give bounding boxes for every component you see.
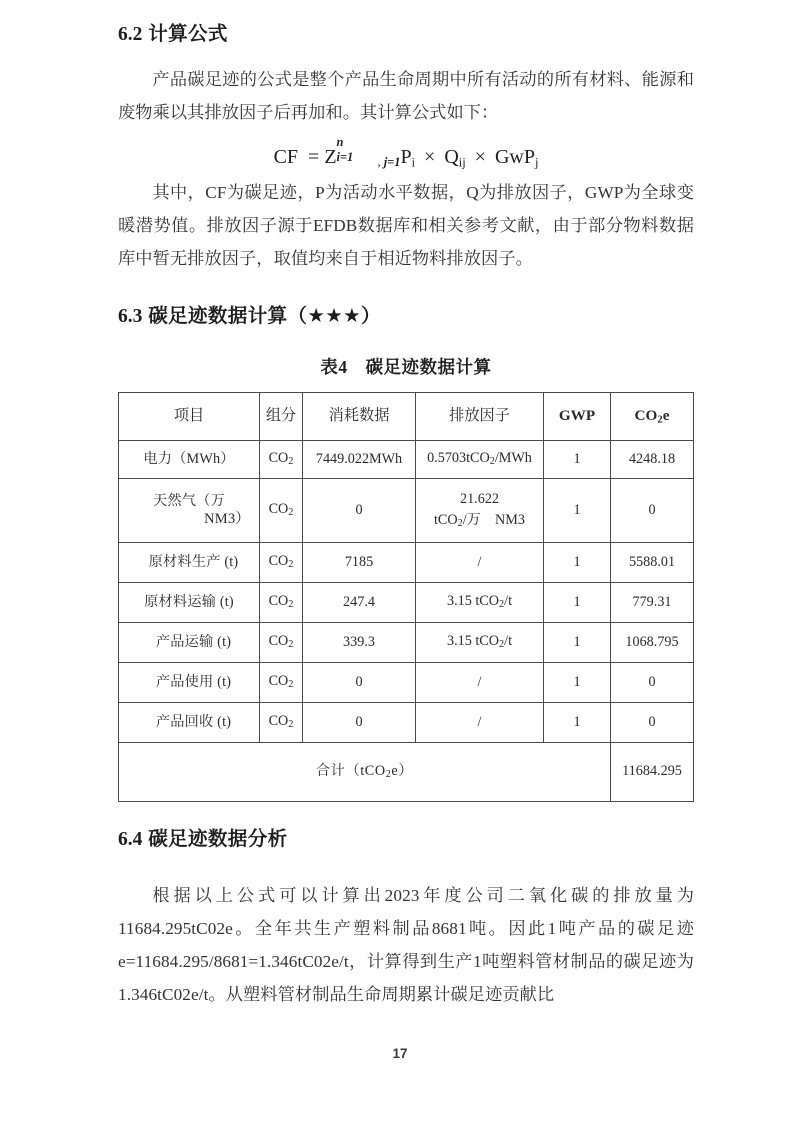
table-header-row <box>119 392 694 440</box>
paragraph-6-4-1: 根据以上公式可以计算出2023年度公司二氧化碳的排放量为11684.295tC02e。全年共生产塑料制品8681吨。因此1吨产品的碳足迹e=11684.295/8681=1.346tC02e/t，计算得到生产1吨塑料管材制品的碳足迹为1.346tC02e/t。从塑料管材制品生命周期累计碳足迹贡献比 <box>118 886 694 1005</box>
formula-equals: = <box>308 146 320 169</box>
heading-6-3-number: 6.3 <box>118 306 143 328</box>
row-co2e: 4248.18 <box>611 440 694 478</box>
row-emission-factor: 3.15 tCO$_2$/t <box>416 622 544 662</box>
row-item: 产品使用 (t) <box>119 662 260 702</box>
row-co2e: 5588.01 <box>611 542 694 582</box>
table-row <box>119 702 694 742</box>
row-component: $CO_2$ <box>260 582 303 622</box>
heading-6-2-title: 计算公式 <box>148 23 228 45</box>
heading-6-4-title: 碳足迹数据分析 <box>148 827 288 850</box>
formula-upper-limit: n <box>336 135 344 150</box>
row-consumption: 7185 <box>303 542 416 582</box>
formula-term-gwp-sub: j <box>534 155 539 170</box>
row-gwp: 1 <box>544 542 611 582</box>
row-item: 产品运输 (t) <box>119 622 260 662</box>
row-item: 原材料运输 (t) <box>119 582 260 622</box>
table-header-component: 组分 <box>260 392 303 440</box>
table-header-consumption: 消耗数据 <box>303 392 416 440</box>
row-emission-factor: 3.15 tCO$_2$/t <box>416 582 544 622</box>
row-item: 电力（MWh） <box>119 440 260 478</box>
total-label: 合计（tCO$_2$e） <box>119 742 611 801</box>
paragraph-6-2-1: 产品碳足迹的公式是整个产品生命周期中所有活动的所有材料、能源和废物乘以其排放因子后再加和。其计算公式如下： <box>118 70 694 123</box>
table-header-item: 项目 <box>119 392 260 440</box>
formula-carbon-footprint <box>118 135 694 172</box>
formula-comma: , <box>377 155 384 170</box>
heading-6-2-number: 6.2 <box>118 24 143 45</box>
table-row <box>119 662 694 702</box>
heading-6-4 <box>118 827 694 852</box>
formula-lower-limit: i=1 <box>336 150 354 165</box>
formula-summation <box>324 135 354 172</box>
table-total-row <box>119 742 694 801</box>
formula-term-p-sub: i <box>411 155 416 170</box>
row-item <box>119 478 260 542</box>
row-emission-factor: / <box>416 702 544 742</box>
row-component: $CO_2$ <box>260 662 303 702</box>
formula-sigma: Z <box>324 146 337 169</box>
heading-6-2 <box>118 22 694 47</box>
formula-times-2: × <box>474 146 486 169</box>
table-caption: 表4 碳足迹数据计算 <box>320 356 492 377</box>
row-item-line1: 天然气（万 <box>153 492 225 509</box>
formula-term-q-sub: ij <box>458 155 466 170</box>
row-gwp: 1 <box>544 478 611 542</box>
row-component: $CO_2$ <box>260 478 303 542</box>
row-component: $CO_2$ <box>260 622 303 662</box>
row-emission-factor-line2: tCO$_2$/万 NM3 <box>433 511 526 529</box>
formula-times-1: × <box>424 146 436 169</box>
heading-6-3-title: 碳足迹数据计算（★★★） <box>148 305 381 328</box>
page-number: 17 <box>392 1046 408 1061</box>
paragraph-6-2-2: 其中，CF为碳足迹，P为活动水平数据，Q为排放因子，GWP为全球变暖潜势值。排放因子源于EFDB数据库和相关参考文献，由于部分物料数据库中暂无排放因子，取值均来自于相近物料排放因子。 <box>118 183 694 269</box>
heading-6-4-number: 6.4 <box>118 828 143 850</box>
row-consumption: 0 <box>303 662 416 702</box>
formula-term-p: P <box>400 146 412 169</box>
row-component: $CO_2$ <box>260 440 303 478</box>
row-emission-factor <box>416 478 544 542</box>
table-header-gwp: GWP <box>544 392 611 440</box>
row-component: $CO_2$ <box>260 542 303 582</box>
heading-6-3 <box>118 304 694 329</box>
row-gwp: 1 <box>544 662 611 702</box>
row-emission-factor-line1: 21.622 <box>459 490 499 507</box>
table-header-emission-factor: 排放因子 <box>416 392 544 440</box>
table-header-co2e <box>611 392 694 440</box>
total-value: 11684.295 <box>611 742 694 801</box>
row-emission-factor: / <box>416 662 544 702</box>
formula-second-index: j=1 <box>383 155 401 170</box>
table-row <box>119 478 694 542</box>
row-emission-factor: / <box>416 542 544 582</box>
table-body <box>119 440 694 801</box>
table-row <box>119 440 694 478</box>
formula-term-q: Q <box>444 146 459 169</box>
formula-term-gwp: GwP <box>494 146 535 169</box>
row-item: 原材料生产 (t) <box>119 542 260 582</box>
row-co2e: 0 <box>611 702 694 742</box>
page-content <box>118 18 694 1011</box>
row-emission-factor: 0.5703tCO$_2$/MWh <box>416 440 544 478</box>
row-consumption: 339.3 <box>303 622 416 662</box>
row-gwp: 1 <box>544 582 611 622</box>
row-component: $CO_2$ <box>260 702 303 742</box>
row-co2e: 779.31 <box>611 582 694 622</box>
row-gwp: 1 <box>544 622 611 662</box>
carbon-footprint-table <box>118 392 694 802</box>
row-consumption: 0 <box>303 702 416 742</box>
table-row <box>119 582 694 622</box>
row-co2e: 0 <box>611 662 694 702</box>
row-consumption: 0 <box>303 478 416 542</box>
table-header-co2e-text: $CO_2e$ <box>634 406 670 426</box>
row-co2e: 0 <box>611 478 694 542</box>
row-item: 产品回收 (t) <box>119 702 260 742</box>
row-consumption: 7449.022MWh <box>303 440 416 478</box>
row-consumption: 247.4 <box>303 582 416 622</box>
row-item-line2: NM3） <box>204 510 250 527</box>
row-co2e: 1068.795 <box>611 622 694 662</box>
row-gwp: 1 <box>544 702 611 742</box>
table-row <box>119 622 694 662</box>
table-row <box>119 542 694 582</box>
formula-lhs: CF <box>273 146 299 169</box>
row-gwp: 1 <box>544 440 611 478</box>
